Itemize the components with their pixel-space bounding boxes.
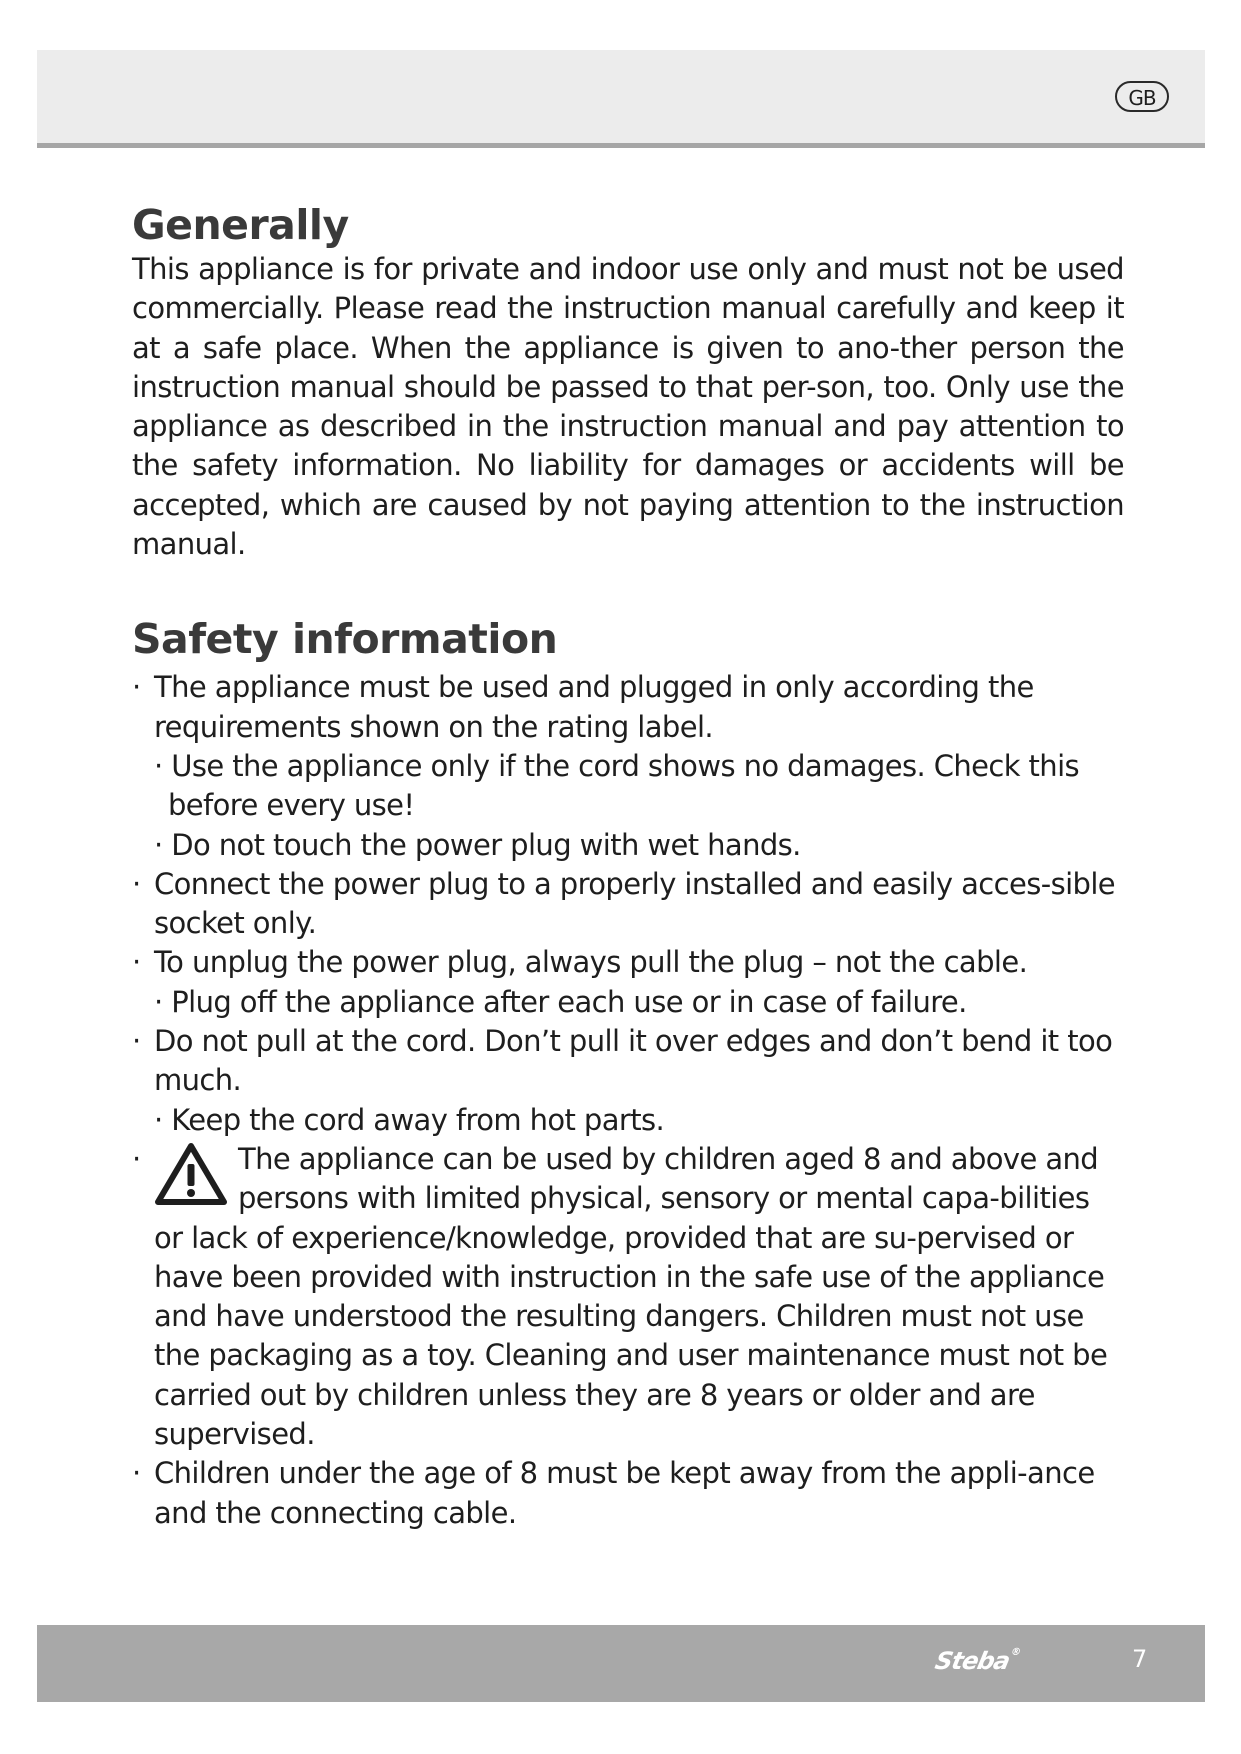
bullet: · xyxy=(154,1102,163,1137)
list-item xyxy=(132,865,1124,944)
list-item xyxy=(132,668,1124,747)
page-footer xyxy=(37,1625,1205,1702)
safety-list xyxy=(132,668,1124,1533)
list-item xyxy=(132,1101,1124,1140)
bullet: · xyxy=(132,670,141,705)
list-item-text: Do not touch the power plug with wet hands. xyxy=(171,827,801,862)
list-item-text: Children under the age of 8 must be kept away from the appli-ance and the connecting cable. xyxy=(154,1456,1095,1530)
list-item-text: The appliance can be used by children aged 8 and above and persons with limited physical, sensory or mental capa-bilities or lack of experience/knowledge, provided that are su-pervised or have been provided with instruction in the safe use of the appliance and have understood the resulting dangers. Children must not use the packaging as a toy. Cleaning and user maintenance must not be carried out by children unless they are 8 years or older and are supervised. xyxy=(154,1141,1108,1452)
brand-name: Steba xyxy=(932,1647,1013,1675)
list-item xyxy=(132,983,1124,1022)
list-item-warning xyxy=(132,1140,1124,1454)
bullet: · xyxy=(154,748,163,783)
brand-logo xyxy=(931,1647,1021,1681)
page-content xyxy=(132,200,1124,1533)
list-item-text: Plug off the appliance after each use or in case of failure. xyxy=(171,984,967,1019)
list-item-text: Use the appliance only if the cord shows no damages. Check this before every use! xyxy=(168,748,1080,823)
list-item-text: Do not pull at the cord. Don’t pull it over edges and don’t bend it too much. xyxy=(154,1024,1113,1098)
bullet: · xyxy=(132,866,141,901)
list-item xyxy=(132,826,1124,865)
generally-paragraph: This appliance is for private and indoor use only and must not be used commercially. Please read the instruction manual carefully and keep it at a safe place. When the appliance is given to ano-ther person the instruction manual should be passed to that per-son, too. Only use the appliance as described in the instruction manual and pay attention to the safety information. No liability for damages or accidents will be accepted, which are caused by not paying attention to the instruction manual. xyxy=(132,252,1124,562)
safety-heading: Safety information xyxy=(132,615,558,664)
list-item-text: To unplug the power plug, always pull the plug – not the cable. xyxy=(154,945,1028,980)
bullet: · xyxy=(132,1024,141,1059)
list-item xyxy=(132,1022,1124,1101)
list-item xyxy=(132,943,1124,982)
list-item xyxy=(132,747,1124,826)
list-item-text: Connect the power plug to a properly installed and easily acces-sible socket only. xyxy=(154,866,1116,941)
bullet: · xyxy=(154,984,163,1019)
generally-heading: Generally xyxy=(132,201,349,249)
list-item xyxy=(132,1454,1124,1533)
list-item-text: The appliance must be used and plugged in only according the requirements shown on the rating label. xyxy=(154,670,1034,744)
registered-mark: ® xyxy=(1009,1647,1022,1658)
bullet: · xyxy=(154,827,163,862)
page-number: 7 xyxy=(1132,1645,1148,1673)
language-badge: GB xyxy=(1115,81,1169,112)
warning-triangle-icon xyxy=(154,1142,228,1206)
list-item-text: Keep the cord away from hot parts. xyxy=(171,1102,665,1137)
bullet: · xyxy=(132,1141,141,1176)
page-header xyxy=(37,50,1205,148)
bullet: · xyxy=(132,945,141,980)
bullet: · xyxy=(132,1456,141,1491)
